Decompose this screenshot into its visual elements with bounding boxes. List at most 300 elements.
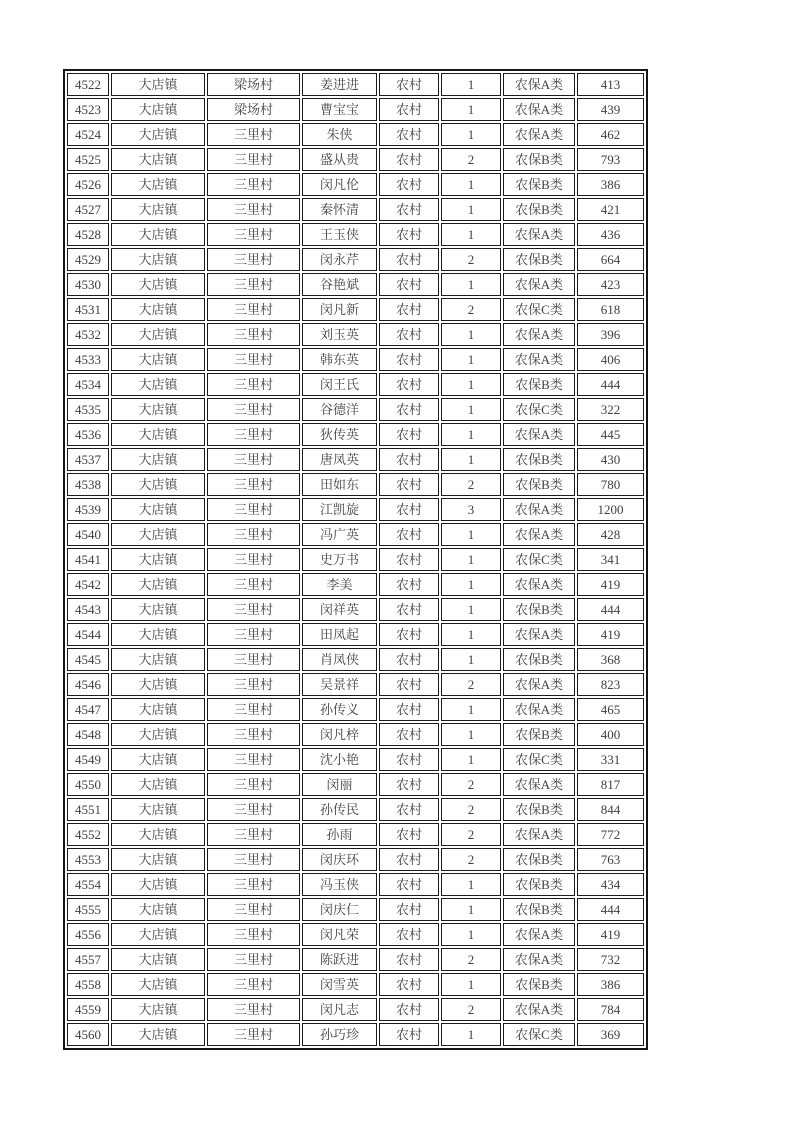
amount-cell: 445: [577, 423, 644, 446]
person-count-cell: 2: [441, 798, 501, 821]
village-cell: 三里村: [207, 698, 300, 721]
town-cell: 大店镇: [111, 223, 205, 246]
amount-cell: 406: [577, 348, 644, 371]
table-row: [67, 873, 644, 896]
amount-cell: 732: [577, 948, 644, 971]
person-count-cell: 3: [441, 498, 501, 521]
table-row: [67, 923, 644, 946]
insurance-category-cell: 农保A类: [503, 98, 575, 121]
person-name-cell: 史万书: [302, 548, 377, 571]
residence-type-cell: 农村: [379, 548, 439, 571]
town-cell: 大店镇: [111, 523, 205, 546]
table-row: [67, 973, 644, 996]
table-row: [67, 373, 644, 396]
insurance-category-cell: 农保A类: [503, 523, 575, 546]
person-count-cell: 1: [441, 398, 501, 421]
village-cell: 三里村: [207, 273, 300, 296]
village-cell: 三里村: [207, 573, 300, 596]
residence-type-cell: 农村: [379, 748, 439, 771]
table-row: [67, 623, 644, 646]
insurance-category-cell: 农保B类: [503, 473, 575, 496]
insurance-category-cell: 农保A类: [503, 673, 575, 696]
town-cell: 大店镇: [111, 873, 205, 896]
person-name-cell: 秦怀清: [302, 198, 377, 221]
residence-type-cell: 农村: [379, 573, 439, 596]
town-cell: 大店镇: [111, 848, 205, 871]
insurance-category-cell: 农保A类: [503, 573, 575, 596]
town-cell: 大店镇: [111, 423, 205, 446]
record-id-cell: 4531: [67, 298, 109, 321]
person-count-cell: 2: [441, 673, 501, 696]
town-cell: 大店镇: [111, 748, 205, 771]
person-count-cell: 1: [441, 523, 501, 546]
residence-type-cell: 农村: [379, 998, 439, 1021]
person-name-cell: 闵丽: [302, 773, 377, 796]
table-row: [67, 98, 644, 121]
insurance-category-cell: 农保B类: [503, 173, 575, 196]
table-row: [67, 73, 644, 96]
record-id-cell: 4540: [67, 523, 109, 546]
town-cell: 大店镇: [111, 673, 205, 696]
person-name-cell: 田凤起: [302, 623, 377, 646]
town-cell: 大店镇: [111, 473, 205, 496]
town-cell: 大店镇: [111, 548, 205, 571]
residence-type-cell: 农村: [379, 448, 439, 471]
table-row: [67, 398, 644, 421]
town-cell: 大店镇: [111, 73, 205, 96]
village-cell: 三里村: [207, 473, 300, 496]
table-row: [67, 823, 644, 846]
insurance-category-cell: 农保B类: [503, 148, 575, 171]
person-count-cell: 1: [441, 648, 501, 671]
person-count-cell: 1: [441, 598, 501, 621]
town-cell: 大店镇: [111, 948, 205, 971]
residence-type-cell: 农村: [379, 373, 439, 396]
village-cell: 三里村: [207, 823, 300, 846]
village-cell: 三里村: [207, 998, 300, 1021]
town-cell: 大店镇: [111, 248, 205, 271]
village-cell: 三里村: [207, 298, 300, 321]
record-id-cell: 4543: [67, 598, 109, 621]
record-id-cell: 4542: [67, 573, 109, 596]
person-count-cell: 1: [441, 923, 501, 946]
village-cell: 三里村: [207, 898, 300, 921]
amount-cell: 421: [577, 198, 644, 221]
amount-cell: 419: [577, 623, 644, 646]
town-cell: 大店镇: [111, 573, 205, 596]
person-name-cell: 江凯旋: [302, 498, 377, 521]
person-name-cell: 闵凡志: [302, 998, 377, 1021]
table-row: [67, 498, 644, 521]
amount-cell: 444: [577, 898, 644, 921]
record-id-cell: 4537: [67, 448, 109, 471]
record-id-cell: 4558: [67, 973, 109, 996]
table-row: [67, 698, 644, 721]
town-cell: 大店镇: [111, 973, 205, 996]
record-id-cell: 4553: [67, 848, 109, 871]
person-count-cell: 1: [441, 98, 501, 121]
record-id-cell: 4536: [67, 423, 109, 446]
town-cell: 大店镇: [111, 323, 205, 346]
person-name-cell: 闵凡梓: [302, 723, 377, 746]
insurance-category-cell: 农保A类: [503, 423, 575, 446]
person-name-cell: 曹宝宝: [302, 98, 377, 121]
table-row: [67, 1023, 644, 1046]
person-count-cell: 2: [441, 948, 501, 971]
person-name-cell: 谷艳斌: [302, 273, 377, 296]
table-row: [67, 848, 644, 871]
amount-cell: 772: [577, 823, 644, 846]
records-table-body: [67, 73, 644, 1046]
person-count-cell: 1: [441, 873, 501, 896]
record-id-cell: 4523: [67, 98, 109, 121]
person-count-cell: 1: [441, 223, 501, 246]
town-cell: 大店镇: [111, 123, 205, 146]
records-table-container: [63, 69, 648, 1050]
insurance-category-cell: 农保C类: [503, 548, 575, 571]
residence-type-cell: 农村: [379, 773, 439, 796]
amount-cell: 784: [577, 998, 644, 1021]
insurance-category-cell: 农保B类: [503, 898, 575, 921]
person-name-cell: 狄传英: [302, 423, 377, 446]
person-name-cell: 闵永芹: [302, 248, 377, 271]
table-row: [67, 773, 644, 796]
person-count-cell: 2: [441, 148, 501, 171]
person-name-cell: 谷德洋: [302, 398, 377, 421]
table-row: [67, 723, 644, 746]
person-count-cell: 2: [441, 473, 501, 496]
insurance-category-cell: 农保B类: [503, 248, 575, 271]
amount-cell: 419: [577, 573, 644, 596]
table-row: [67, 548, 644, 571]
person-count-cell: 1: [441, 373, 501, 396]
record-id-cell: 4541: [67, 548, 109, 571]
insurance-category-cell: 农保C类: [503, 398, 575, 421]
village-cell: 三里村: [207, 373, 300, 396]
person-name-cell: 孙传民: [302, 798, 377, 821]
record-id-cell: 4530: [67, 273, 109, 296]
insurance-category-cell: 农保B类: [503, 973, 575, 996]
village-cell: 三里村: [207, 198, 300, 221]
record-id-cell: 4527: [67, 198, 109, 221]
residence-type-cell: 农村: [379, 173, 439, 196]
residence-type-cell: 农村: [379, 623, 439, 646]
amount-cell: 439: [577, 98, 644, 121]
record-id-cell: 4526: [67, 173, 109, 196]
residence-type-cell: 农村: [379, 73, 439, 96]
person-count-cell: 2: [441, 773, 501, 796]
town-cell: 大店镇: [111, 898, 205, 921]
person-count-cell: 1: [441, 423, 501, 446]
person-count-cell: 2: [441, 848, 501, 871]
person-name-cell: 闵凡新: [302, 298, 377, 321]
amount-cell: 430: [577, 448, 644, 471]
table-row: [67, 473, 644, 496]
amount-cell: 780: [577, 473, 644, 496]
record-id-cell: 4556: [67, 923, 109, 946]
insurance-category-cell: 农保A类: [503, 623, 575, 646]
residence-type-cell: 农村: [379, 798, 439, 821]
record-id-cell: 4548: [67, 723, 109, 746]
insurance-category-cell: 农保B类: [503, 598, 575, 621]
residence-type-cell: 农村: [379, 98, 439, 121]
residence-type-cell: 农村: [379, 298, 439, 321]
person-name-cell: 朱侠: [302, 123, 377, 146]
village-cell: 三里村: [207, 1023, 300, 1046]
village-cell: 梁场村: [207, 98, 300, 121]
record-id-cell: 4524: [67, 123, 109, 146]
village-cell: 三里村: [207, 398, 300, 421]
residence-type-cell: 农村: [379, 148, 439, 171]
residence-type-cell: 农村: [379, 123, 439, 146]
table-row: [67, 148, 644, 171]
insurance-category-cell: 农保B类: [503, 873, 575, 896]
person-name-cell: 沈小艳: [302, 748, 377, 771]
town-cell: 大店镇: [111, 923, 205, 946]
record-id-cell: 4554: [67, 873, 109, 896]
village-cell: 三里村: [207, 348, 300, 371]
table-row: [67, 998, 644, 1021]
record-id-cell: 4525: [67, 148, 109, 171]
person-name-cell: 孙巧珍: [302, 1023, 377, 1046]
village-cell: 三里村: [207, 548, 300, 571]
amount-cell: 331: [577, 748, 644, 771]
amount-cell: 386: [577, 973, 644, 996]
town-cell: 大店镇: [111, 648, 205, 671]
table-row: [67, 948, 644, 971]
town-cell: 大店镇: [111, 398, 205, 421]
table-row: [67, 198, 644, 221]
person-name-cell: 韩东英: [302, 348, 377, 371]
insurance-category-cell: 农保A类: [503, 998, 575, 1021]
amount-cell: 419: [577, 923, 644, 946]
residence-type-cell: 农村: [379, 248, 439, 271]
person-count-cell: 1: [441, 73, 501, 96]
person-name-cell: 闵祥英: [302, 598, 377, 621]
town-cell: 大店镇: [111, 1023, 205, 1046]
town-cell: 大店镇: [111, 373, 205, 396]
person-name-cell: 刘玉英: [302, 323, 377, 346]
person-name-cell: 冯玉侠: [302, 873, 377, 896]
record-id-cell: 4555: [67, 898, 109, 921]
person-count-cell: 1: [441, 123, 501, 146]
town-cell: 大店镇: [111, 298, 205, 321]
person-count-cell: 1: [441, 323, 501, 346]
record-id-cell: 4545: [67, 648, 109, 671]
insurance-category-cell: 农保C类: [503, 298, 575, 321]
table-row: [67, 273, 644, 296]
amount-cell: 793: [577, 148, 644, 171]
table-row: [67, 523, 644, 546]
village-cell: 梁场村: [207, 73, 300, 96]
record-id-cell: 4551: [67, 798, 109, 821]
table-row: [67, 423, 644, 446]
amount-cell: 423: [577, 273, 644, 296]
residence-type-cell: 农村: [379, 273, 439, 296]
record-id-cell: 4557: [67, 948, 109, 971]
village-cell: 三里村: [207, 223, 300, 246]
amount-cell: 465: [577, 698, 644, 721]
amount-cell: 618: [577, 298, 644, 321]
residence-type-cell: 农村: [379, 398, 439, 421]
amount-cell: 1200: [577, 498, 644, 521]
town-cell: 大店镇: [111, 148, 205, 171]
residence-type-cell: 农村: [379, 973, 439, 996]
record-id-cell: 4544: [67, 623, 109, 646]
person-name-cell: 唐凤英: [302, 448, 377, 471]
person-name-cell: 闵凡伦: [302, 173, 377, 196]
amount-cell: 444: [577, 373, 644, 396]
table-row: [67, 898, 644, 921]
record-id-cell: 4546: [67, 673, 109, 696]
person-count-cell: 2: [441, 248, 501, 271]
town-cell: 大店镇: [111, 823, 205, 846]
person-count-cell: 1: [441, 1023, 501, 1046]
village-cell: 三里村: [207, 173, 300, 196]
insurance-category-cell: 农保B类: [503, 448, 575, 471]
table-row: [67, 448, 644, 471]
table-row: [67, 673, 644, 696]
residence-type-cell: 农村: [379, 698, 439, 721]
record-id-cell: 4533: [67, 348, 109, 371]
amount-cell: 341: [577, 548, 644, 571]
amount-cell: 369: [577, 1023, 644, 1046]
residence-type-cell: 农村: [379, 473, 439, 496]
town-cell: 大店镇: [111, 798, 205, 821]
person-name-cell: 李美: [302, 573, 377, 596]
amount-cell: 817: [577, 773, 644, 796]
record-id-cell: 4550: [67, 773, 109, 796]
table-row: [67, 748, 644, 771]
amount-cell: 386: [577, 173, 644, 196]
town-cell: 大店镇: [111, 698, 205, 721]
person-name-cell: 肖凤侠: [302, 648, 377, 671]
table-row: [67, 573, 644, 596]
record-id-cell: 4529: [67, 248, 109, 271]
amount-cell: 664: [577, 248, 644, 271]
insurance-category-cell: 农保C类: [503, 748, 575, 771]
table-row: [67, 798, 644, 821]
village-cell: 三里村: [207, 598, 300, 621]
village-cell: 三里村: [207, 623, 300, 646]
record-id-cell: 4528: [67, 223, 109, 246]
table-row: [67, 123, 644, 146]
record-id-cell: 4538: [67, 473, 109, 496]
insurance-category-cell: 农保A类: [503, 348, 575, 371]
person-name-cell: 孙传义: [302, 698, 377, 721]
residence-type-cell: 农村: [379, 198, 439, 221]
village-cell: 三里村: [207, 748, 300, 771]
person-count-cell: 1: [441, 348, 501, 371]
record-id-cell: 4560: [67, 1023, 109, 1046]
table-row: [67, 348, 644, 371]
village-cell: 三里村: [207, 323, 300, 346]
amount-cell: 400: [577, 723, 644, 746]
person-name-cell: 闵凡荣: [302, 923, 377, 946]
residence-type-cell: 农村: [379, 223, 439, 246]
insurance-category-cell: 农保B类: [503, 848, 575, 871]
insurance-category-cell: 农保C类: [503, 1023, 575, 1046]
residence-type-cell: 农村: [379, 648, 439, 671]
table-row: [67, 223, 644, 246]
village-cell: 三里村: [207, 123, 300, 146]
person-name-cell: 闵雪英: [302, 973, 377, 996]
insurance-category-cell: 农保B类: [503, 648, 575, 671]
person-name-cell: 盛从贵: [302, 148, 377, 171]
person-count-cell: 1: [441, 698, 501, 721]
person-count-cell: 2: [441, 298, 501, 321]
amount-cell: 444: [577, 598, 644, 621]
person-name-cell: 闵庆仁: [302, 898, 377, 921]
residence-type-cell: 农村: [379, 898, 439, 921]
person-name-cell: 田如东: [302, 473, 377, 496]
person-count-cell: 1: [441, 573, 501, 596]
residence-type-cell: 农村: [379, 823, 439, 846]
record-id-cell: 4547: [67, 698, 109, 721]
person-name-cell: 闵庆环: [302, 848, 377, 871]
residence-type-cell: 农村: [379, 423, 439, 446]
village-cell: 三里村: [207, 798, 300, 821]
insurance-category-cell: 农保A类: [503, 498, 575, 521]
town-cell: 大店镇: [111, 198, 205, 221]
person-name-cell: 吴景祥: [302, 673, 377, 696]
person-name-cell: 冯广英: [302, 523, 377, 546]
person-name-cell: 王玉侠: [302, 223, 377, 246]
person-count-cell: 1: [441, 173, 501, 196]
insurance-category-cell: 农保A类: [503, 773, 575, 796]
insurance-category-cell: 农保B类: [503, 198, 575, 221]
residence-type-cell: 农村: [379, 848, 439, 871]
person-count-cell: 1: [441, 448, 501, 471]
residence-type-cell: 农村: [379, 523, 439, 546]
table-row: [67, 598, 644, 621]
village-cell: 三里村: [207, 523, 300, 546]
village-cell: 三里村: [207, 673, 300, 696]
amount-cell: 763: [577, 848, 644, 871]
town-cell: 大店镇: [111, 598, 205, 621]
person-count-cell: 1: [441, 198, 501, 221]
table-row: [67, 173, 644, 196]
village-cell: 三里村: [207, 773, 300, 796]
amount-cell: 823: [577, 673, 644, 696]
person-name-cell: 孙雨: [302, 823, 377, 846]
insurance-category-cell: 农保A类: [503, 223, 575, 246]
amount-cell: 396: [577, 323, 644, 346]
person-count-cell: 1: [441, 748, 501, 771]
table-row: [67, 648, 644, 671]
residence-type-cell: 农村: [379, 348, 439, 371]
insurance-category-cell: 农保B类: [503, 798, 575, 821]
person-count-cell: 2: [441, 998, 501, 1021]
town-cell: 大店镇: [111, 98, 205, 121]
town-cell: 大店镇: [111, 623, 205, 646]
insurance-category-cell: 农保A类: [503, 73, 575, 96]
insurance-category-cell: 农保A类: [503, 823, 575, 846]
insurance-category-cell: 农保A类: [503, 323, 575, 346]
village-cell: 三里村: [207, 873, 300, 896]
residence-type-cell: 农村: [379, 723, 439, 746]
town-cell: 大店镇: [111, 448, 205, 471]
village-cell: 三里村: [207, 148, 300, 171]
residence-type-cell: 农村: [379, 673, 439, 696]
residence-type-cell: 农村: [379, 598, 439, 621]
amount-cell: 413: [577, 73, 644, 96]
insurance-category-cell: 农保B类: [503, 373, 575, 396]
village-cell: 三里村: [207, 448, 300, 471]
insurance-category-cell: 农保A类: [503, 123, 575, 146]
amount-cell: 368: [577, 648, 644, 671]
village-cell: 三里村: [207, 948, 300, 971]
